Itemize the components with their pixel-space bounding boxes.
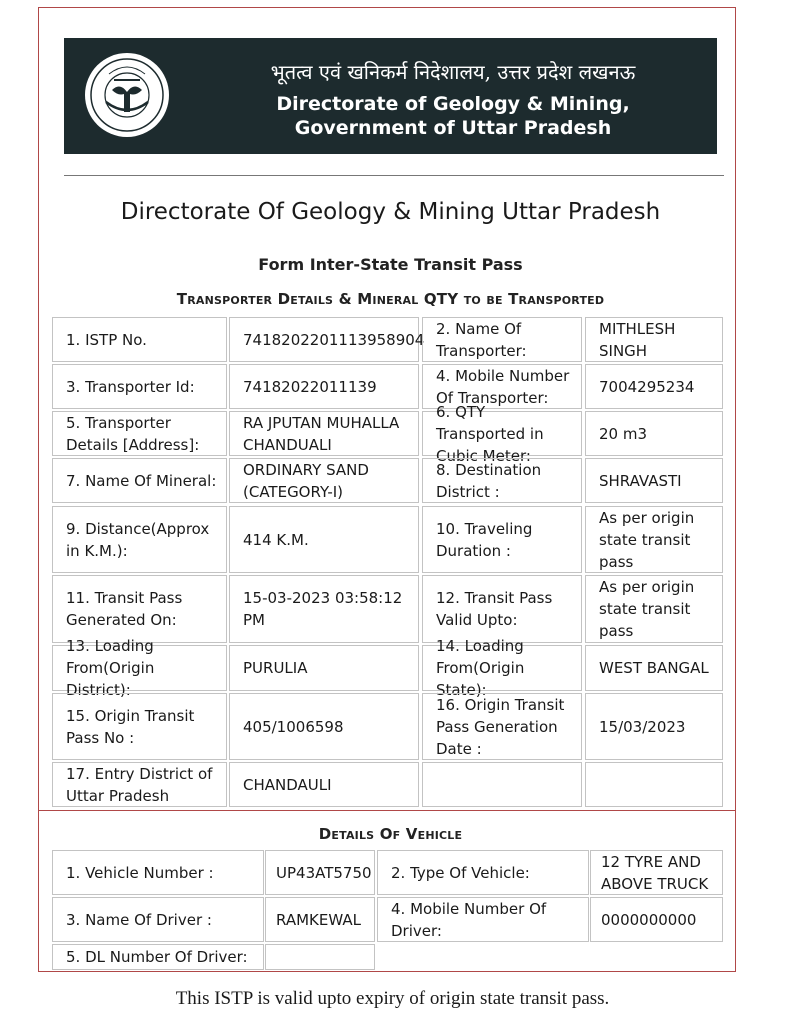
value-text: As per origin state transit pass (599, 578, 695, 640)
field-value-4-4 (585, 458, 723, 503)
field-label-5-1 (52, 506, 227, 573)
value-text: As per origin state transit pass (599, 508, 695, 571)
field-label-1-1 (52, 850, 264, 895)
field-value-1-2 (265, 850, 375, 895)
department-name-line2: Government of Uttar Pradesh (294, 117, 612, 139)
label-text: 14. Loading From(Origin State): (436, 637, 525, 699)
field-value-2-4 (585, 364, 723, 409)
field-value-6-2 (229, 575, 419, 643)
value-text: 15-03-2023 03:58:12 PM (243, 589, 403, 629)
label-text: 13. Loading From(Origin District): (66, 637, 155, 699)
field-value-5-2 (229, 506, 419, 573)
label-text: 1. ISTP No. (66, 330, 147, 349)
value-text: 20 m3 (599, 424, 648, 443)
value-text: 7004295234 (599, 377, 695, 396)
value-text: MITHLESH SINGH (599, 319, 676, 360)
field-label-2-3 (377, 897, 589, 942)
field-value-3-4 (585, 411, 723, 456)
value-text: SHRAVASTI (599, 471, 682, 490)
label-text: 3. Transporter Id: (66, 377, 195, 396)
field-label-1-3 (377, 850, 589, 895)
field-label-7-3 (422, 637, 582, 699)
field-label-8-3 (422, 693, 582, 760)
field-label-8-1 (52, 693, 227, 760)
value-text: RAMKEWAL (276, 910, 361, 929)
field-label-2-1 (52, 364, 227, 409)
field-value-1-4 (590, 850, 723, 895)
label-text: 4. Mobile Number Of Transporter: (436, 366, 570, 407)
state-seal-emblem (84, 52, 170, 138)
value-text: 12 TYRE AND ABOVE TRUCK (601, 852, 709, 893)
field-label-9-1 (52, 762, 227, 807)
value-text: 74182022011139 (243, 377, 377, 396)
label-text: 8. Destination District : (436, 460, 542, 501)
label-text: 3. Name Of Driver : (66, 910, 212, 929)
value-text: RA JPUTAN MUHALLA CHANDUALI (243, 413, 400, 454)
header-banner (64, 38, 717, 154)
label-text: 9. Distance(Approx in K.M.): (66, 519, 210, 560)
field-value-2-2 (229, 364, 419, 409)
vehicle-section-heading: Details Of Vehicle (318, 825, 463, 843)
field-label-3-1 (52, 944, 264, 970)
transporter-section-heading: Transporter Details & Mineral QTY to be Transported (176, 290, 605, 308)
value-text: 405/1006598 (243, 717, 344, 736)
page-title: Directorate Of Geology & Mining Uttar Pradesh (120, 199, 661, 225)
validity-note: This ISTP is valid upto expiry of origin state transit pass. (175, 988, 610, 1009)
field-label-3-1 (52, 411, 227, 456)
field-label-1-3 (422, 317, 582, 362)
label-text: 11. Transit Pass Generated On: (66, 589, 183, 629)
field-value-2-2 (265, 897, 375, 942)
label-text: 17. Entry District of Uttar Pradesh (66, 764, 213, 805)
field-value-9-4 (585, 762, 723, 807)
label-text: 6. QTY Transported in Cubic Meter: (436, 402, 544, 465)
label-text: 5. DL Number Of Driver: (66, 948, 248, 966)
value-text: 0000000000 (601, 910, 697, 929)
value-text: CHANDAULI (243, 775, 332, 794)
field-value-1-2 (229, 317, 425, 362)
field-label-1-1 (52, 317, 227, 362)
header-divider (64, 175, 724, 176)
field-value-1-4 (585, 317, 723, 362)
label-text: 5. Transporter Details [Address]: (66, 413, 200, 454)
field-value-3-2 (229, 411, 419, 456)
value-text: PURULIA (243, 659, 308, 677)
label-text: 4. Mobile Number Of Driver: (391, 899, 547, 940)
value-text: UP43AT5750 (276, 863, 372, 882)
field-value-7-4 (585, 645, 723, 691)
label-text: 2. Type Of Vehicle: (391, 863, 530, 882)
field-value-8-2 (229, 693, 419, 760)
value-text: ORDINARY SAND (CATEGORY-I) (243, 460, 369, 501)
label-text: 12. Transit Pass Valid Upto: (436, 589, 553, 629)
value-text: 7418202201113958904 (243, 330, 425, 349)
label-text: 2. Name Of Transporter: (436, 319, 527, 360)
field-value-6-4 (585, 575, 723, 643)
label-text: 7. Name Of Mineral: (66, 471, 217, 490)
field-label-4-3 (422, 458, 582, 503)
field-value-8-4 (585, 693, 723, 760)
field-label-5-3 (422, 506, 582, 573)
value-text: 15/03/2023 (599, 717, 686, 736)
label-text: 10. Traveling Duration : (436, 519, 533, 560)
field-label-6-1 (52, 575, 227, 643)
field-value-7-2 (229, 645, 419, 691)
department-hindi-name: भूतत्व एवं खनिकर्म निदेशालय, उत्तर प्रदेश लखनऊ (270, 60, 636, 84)
field-label-4-1 (52, 458, 227, 503)
field-label-6-3 (422, 575, 582, 643)
field-label-2-1 (52, 897, 264, 942)
label-text: 1. Vehicle Number : (66, 863, 214, 882)
field-value-5-4 (585, 506, 723, 573)
department-english-name (198, 92, 708, 140)
value-text: WEST BANGAL (599, 659, 709, 677)
field-value-4-2 (229, 458, 419, 503)
field-label-3-3 (422, 402, 582, 465)
form-subtitle: Form Inter-State Transit Pass (258, 255, 523, 274)
field-label-9-3 (422, 762, 582, 807)
section-divider (38, 810, 736, 811)
field-value-3-2 (265, 944, 375, 970)
field-value-2-4 (590, 897, 723, 942)
value-text: 414 K.M. (243, 530, 309, 549)
label-text: 16. Origin Transit Pass Generation Date : (436, 695, 565, 758)
field-value-9-2 (229, 762, 419, 807)
department-name-line1: Directorate of Geology & Mining, (276, 93, 630, 115)
field-label-7-1 (52, 637, 227, 699)
label-text: 15. Origin Transit Pass No : (66, 706, 195, 747)
